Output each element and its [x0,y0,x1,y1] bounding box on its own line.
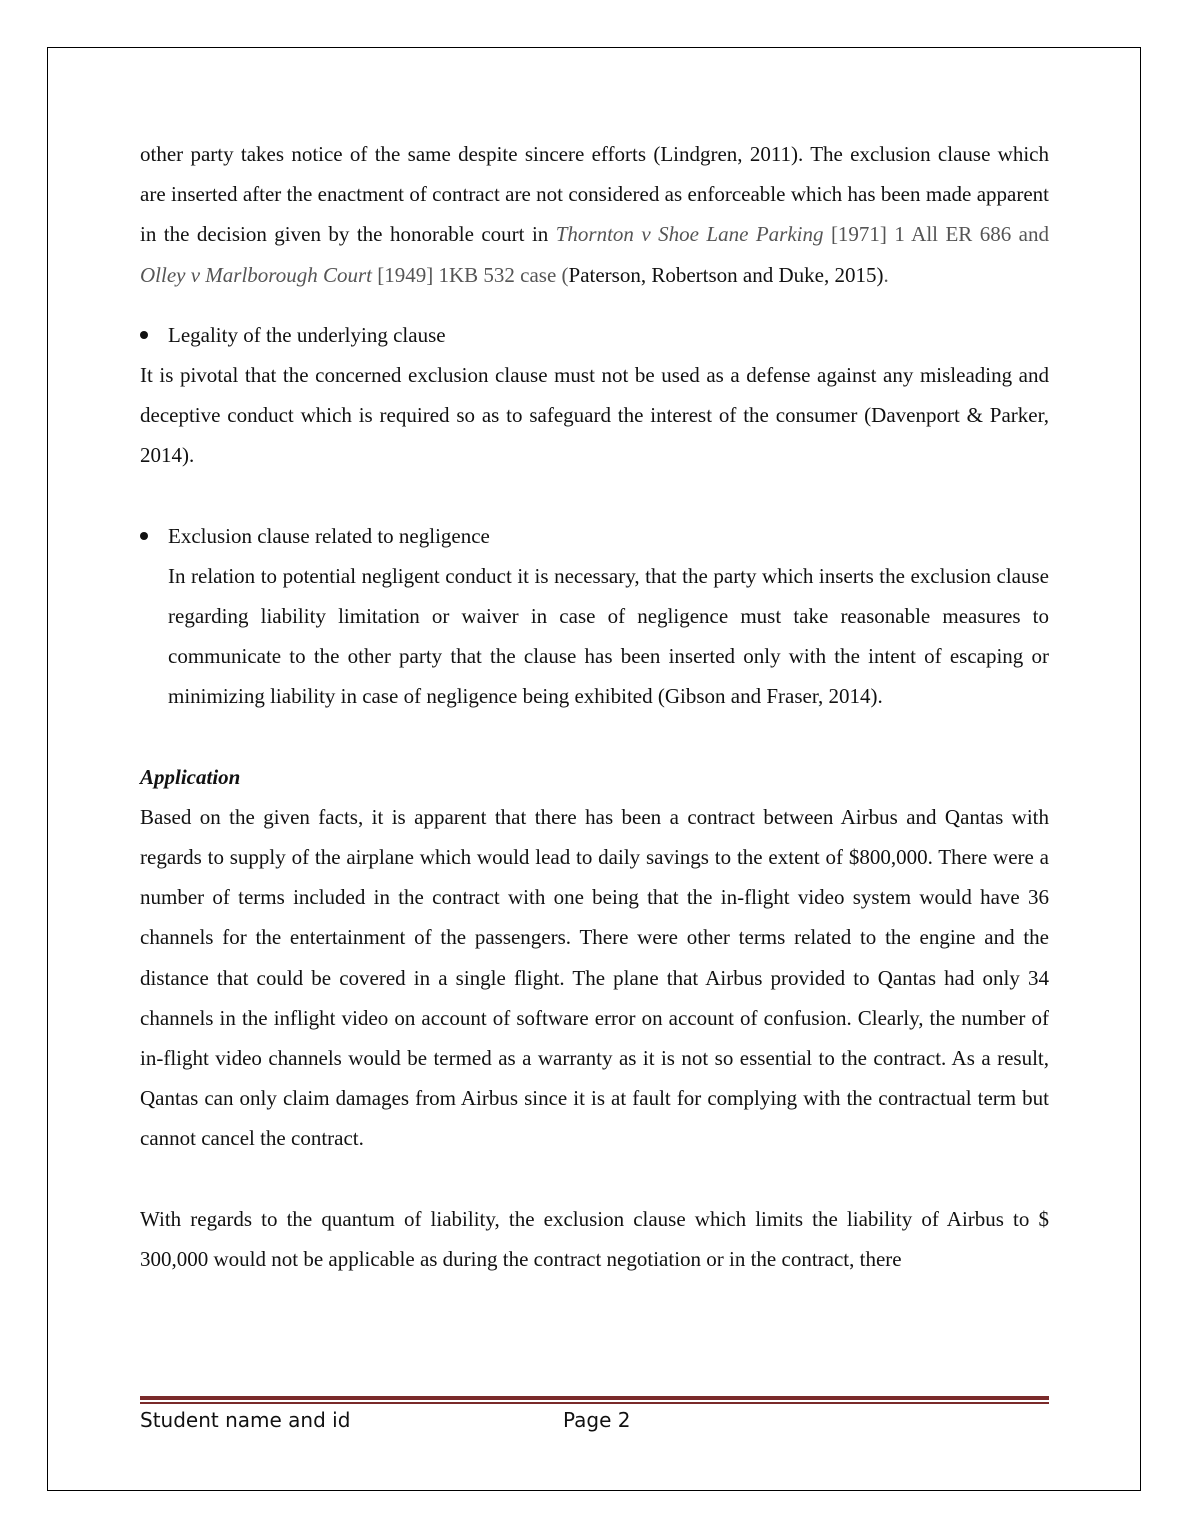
paragraph-liability: With regards to the quantum of liability, the exclusion clause which limits the liability of Airbus to $ 300,000 would not be applicable as during the contract negotiation or in the contract, there [140,1206,1049,1271]
spacer [140,476,1049,516]
document-body [140,134,1049,1279]
bullet-negligence-label: Exclusion clause related to negligence [168,523,490,548]
section-heading-application: Application [140,764,241,789]
paragraph-legality: It is pivotal that the concerned exclusion clause must not be used as a defense against any misleading and deceptive conduct which is required so as to safeguard the interest of the consumer (Davenport & Parker, 2014). [140,363,1049,468]
paragraph-application: Based on the given facts, it is apparent that there has been a contract between Airbus and Qantas with regards to supply of the airplane which would lead to daily savings to the extent of $800,000. There were a number of terms included in the contract with one being that the in-flight video system would have 36 channels for the entertainment of the passengers. There were other terms related to the engine and the distance that could be covered in a single flight. The plane that Airbus provided to Qantas had only 34 channels in the inflight video on account of software error on account of confusion. Clearly, the number of in-flight video channels would be termed as a warranty as it is not so essential to the contract. As a result, Qantas can only claim damages from Airbus since it is at fault for complying with the contractual term but cannot cancel the contract. [140,804,1049,1151]
para1-text: other party takes notice of the same despite sincere efforts (Lindgren, 2011). The exclusion clause which are inserted after the enactment of contract are not considered as enforceable which has been made apparent in the decision given by the honorable court in [140,142,1049,247]
bullet-legality-label: Legality of the underlying clause [168,322,446,347]
footer-student-name: Student name and id [140,1408,351,1432]
bullet-dot-icon [140,331,148,339]
para1-end: . [883,262,889,287]
bullet-dot-icon [140,532,148,540]
paragraph-negligence: In relation to potential negligent conduct it is necessary, that the party which inserts the exclusion clause regarding liability limitation or waiver in case of negligence must take reasonable measures to communicate to the other party that the clause has been inserted only with the intent of escaping or minimizing liability in case of negligence being exhibited (Gibson and Fraser, 2014). [168,563,1049,709]
case-thornton-citation: [1971] 1 All ER 686 and [823,222,1049,247]
bullet-negligence [140,516,1049,556]
case-olley-citation: [1949] 1KB 532 case ( [371,262,569,287]
footer-rule-thin [140,1402,1049,1404]
footer-rule [140,1396,1049,1400]
paragraph-case-law [140,134,1049,295]
spacer [140,1159,1049,1199]
case-thornton: Thornton v Shoe Lane Parking [555,222,824,247]
footer-page-number: Page 2 [563,1408,631,1432]
case-olley: Olley v Marlborough Court [140,262,372,287]
spacer [140,717,1049,757]
reference-paterson: Paterson, Robertson and Duke, 2015) [568,262,884,287]
bullet-legality [140,315,1049,355]
spacer [140,295,1049,315]
